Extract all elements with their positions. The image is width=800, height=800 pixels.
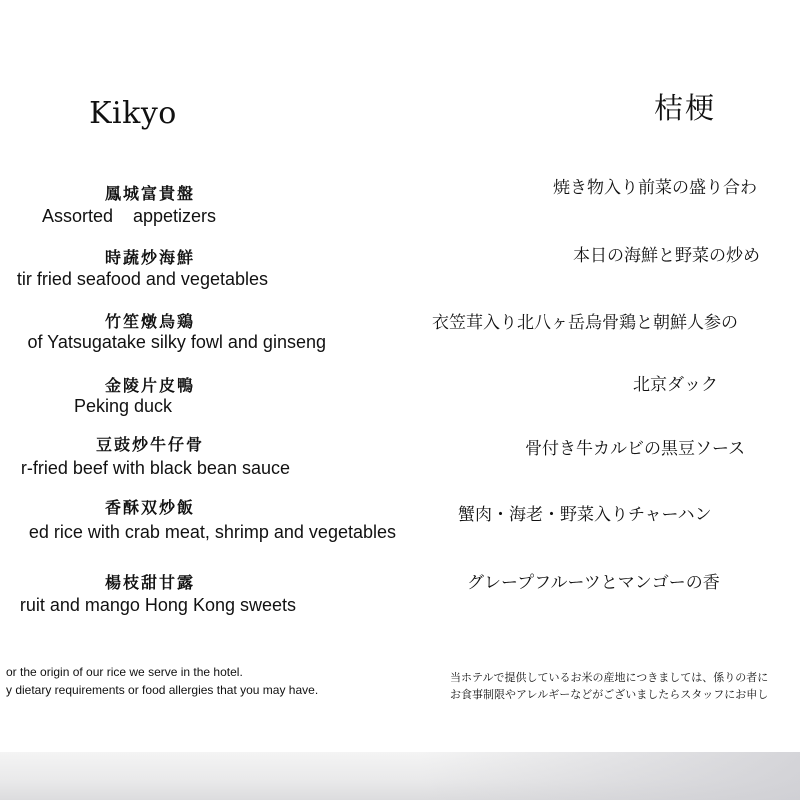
course-japanese-name: 衣笠茸入り北八ヶ岳烏骨鶏と朝鮮人参の [432, 313, 738, 333]
course-english-name: of Yatsugatake silky fowl and ginseng [27, 332, 326, 352]
course-chinese-name: 竹笙燉烏鶏 [104, 312, 195, 331]
course-english-name: ed rice with crab meat, shrimp and vegetables [28, 522, 396, 542]
course-chinese-name: 豆豉炒牛仔骨 [95, 435, 204, 454]
menu-title-english: Kikyo [89, 96, 177, 131]
course-english-name: Assorted appetizers [41, 206, 217, 226]
course-chinese-name: 鳳城富貴盤 [104, 184, 195, 203]
footer-note-japanese: 当ホテルで提供しているお米の産地につきましては、係りの者に [450, 671, 769, 684]
course-english-name: ruit and mango Hong Kong sweets [19, 595, 296, 615]
course-japanese-name: 骨付き牛カルビの黒豆ソース [525, 439, 746, 459]
footer-note-english: or the origin of our rice we serve in the hotel. [6, 665, 243, 679]
footer-note-english: y dietary requirements or food allergies that you may have. [6, 683, 319, 697]
course-chinese-name: 楊枝甜甘露 [104, 573, 195, 592]
course-japanese-name: 蟹肉・海老・野菜入りチャーハン [458, 505, 712, 525]
course-english-name: tir fried seafood and vegetables [16, 269, 268, 289]
course-chinese-name: 金陵片皮鴨 [104, 376, 195, 395]
course-english-name: r-fried beef with black bean sauce [20, 458, 290, 478]
card-shadow [420, 752, 800, 800]
course-japanese-name: 本日の海鮮と野菜の炒め [573, 246, 760, 266]
course-japanese-name: グレープフルーツとマンゴーの香 [467, 573, 720, 593]
footer-note-japanese: お食事制限やアレルギーなどがございましたらスタッフにお申し [450, 688, 769, 701]
course-chinese-name: 時蔬炒海鮮 [104, 248, 195, 267]
course-chinese-name: 香酥双炒飯 [104, 498, 195, 517]
course-english-name: Peking duck [73, 396, 173, 416]
menu-title-japanese: 桔梗 [654, 91, 717, 125]
course-japanese-name: 焼き物入り前菜の盛り合わ [553, 178, 757, 198]
course-japanese-name: 北京ダック [633, 375, 718, 395]
